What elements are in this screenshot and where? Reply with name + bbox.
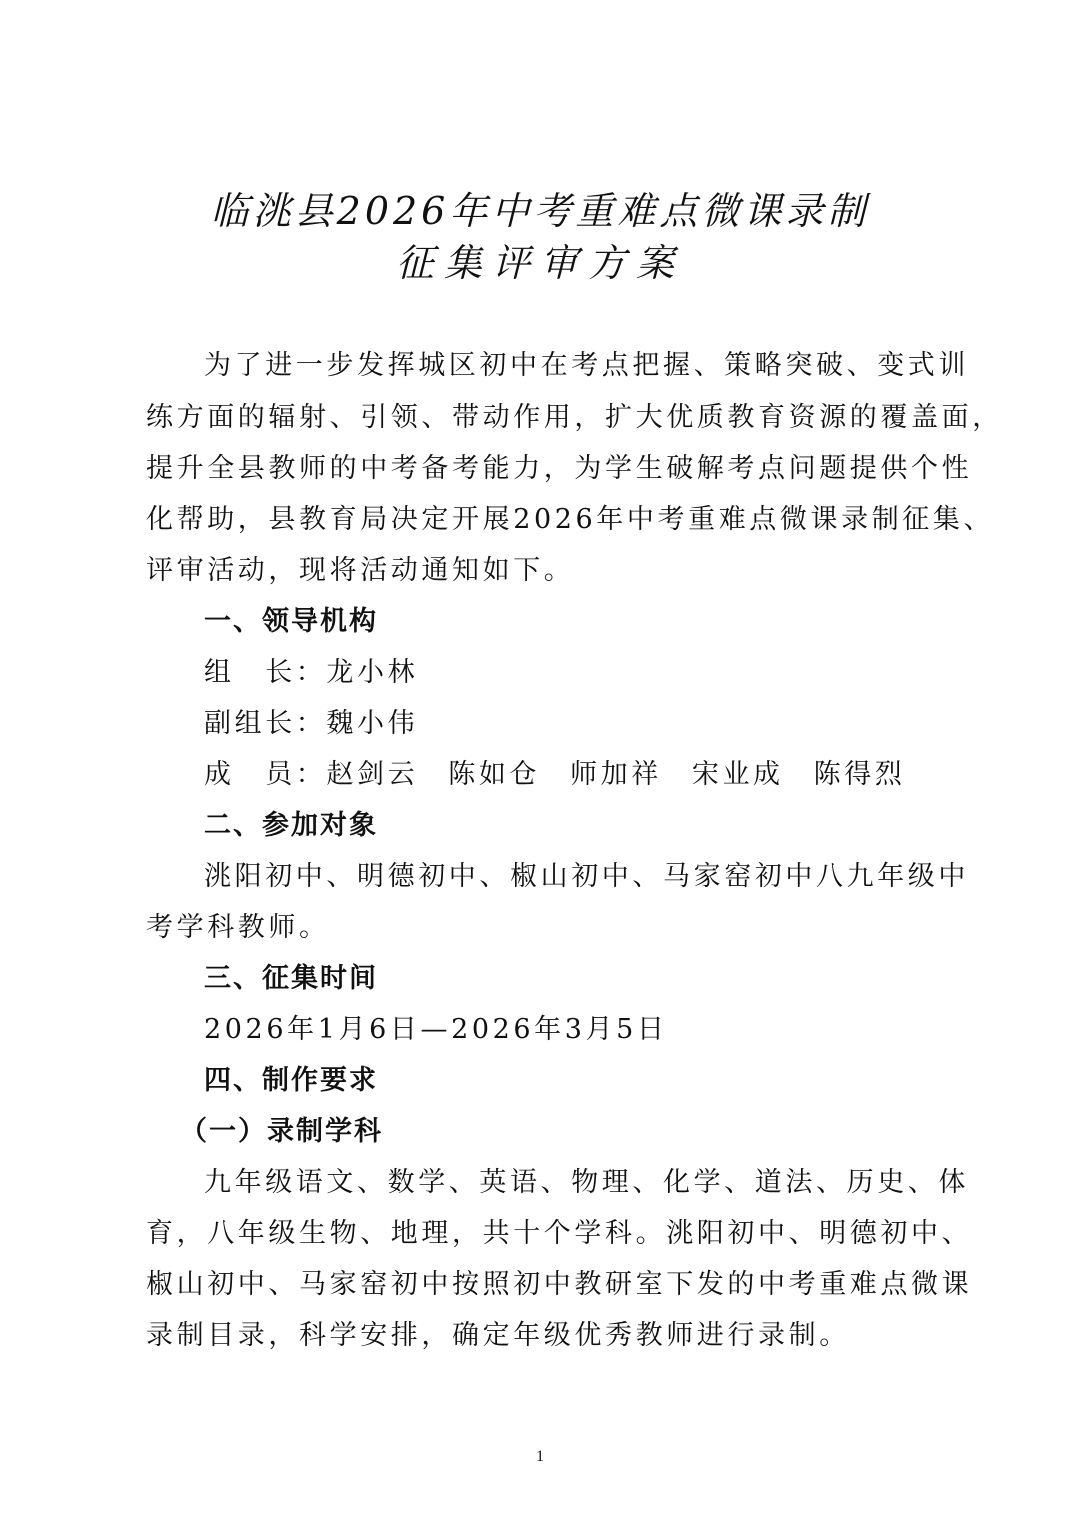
subjects-line-1: 九年级语文、数学、英语、物理、化学、道法、历史、体 <box>204 1167 969 1198</box>
member-name: 师加祥 <box>570 759 662 790</box>
participants-line-1: 洮阳初中、明德初中、椒山初中、马家窑初中八九年级中 <box>204 861 969 892</box>
intro-line-1: 为了进一步发挥城区初中在考点把握、策略突破、变式训 <box>204 350 969 381</box>
participants-line-2: 考学科教师。 <box>146 912 330 943</box>
subsection-heading: （一）录制学科 <box>180 1116 383 1147</box>
subjects-line-3: 椒山初中、马家窑初中按照初中教研室下发的中考重难点微课 <box>146 1269 973 1300</box>
member-name: 宋业成 <box>691 759 784 790</box>
members-label: 成 员： <box>204 759 327 790</box>
document-title-line-2: 征集评审方案 <box>395 241 684 285</box>
subjects-line-2: 育，八年级生物、地理，共十个学科。洮阳初中、明德初中、 <box>146 1218 973 1249</box>
intro-line-5: 评审活动，现将活动通知如下。 <box>146 555 575 586</box>
document-title-line-1: 临洮县2026年中考重难点微课录制 <box>210 189 870 233</box>
section-2-heading: 二、参加对象 <box>204 810 378 841</box>
intro-line-4: 化帮助，县教育局决定开展2026年中考重难点微课录制征集、 <box>146 504 995 535</box>
page-number: 1 <box>536 1448 544 1465</box>
group-members <box>204 755 1004 795</box>
collection-period: 2026年1月6日—2026年3月5日 <box>204 1014 668 1045</box>
group-leader: 组 长：龙小林 <box>204 657 419 688</box>
intro-line-3: 提升全县教师的中考备考能力，为学生破解考点问题提供个性 <box>146 453 973 484</box>
section-3-heading: 三、征集时间 <box>204 963 378 994</box>
member-name: 陈如仓 <box>448 759 541 790</box>
intro-line-2: 练方面的辐射、引领、带动作用，扩大优质教育资源的覆盖面， <box>146 402 1003 433</box>
member-name: 赵剑云 <box>326 759 419 790</box>
member-name: 陈得烈 <box>813 759 906 790</box>
deputy-group-leader: 副组长：魏小伟 <box>204 708 419 739</box>
subjects-line-4: 录制目录，科学安排，确定年级优秀教师进行录制。 <box>146 1320 850 1351</box>
section-1-heading: 一、领导机构 <box>204 606 378 637</box>
section-4-heading: 四、制作要求 <box>204 1065 378 1096</box>
